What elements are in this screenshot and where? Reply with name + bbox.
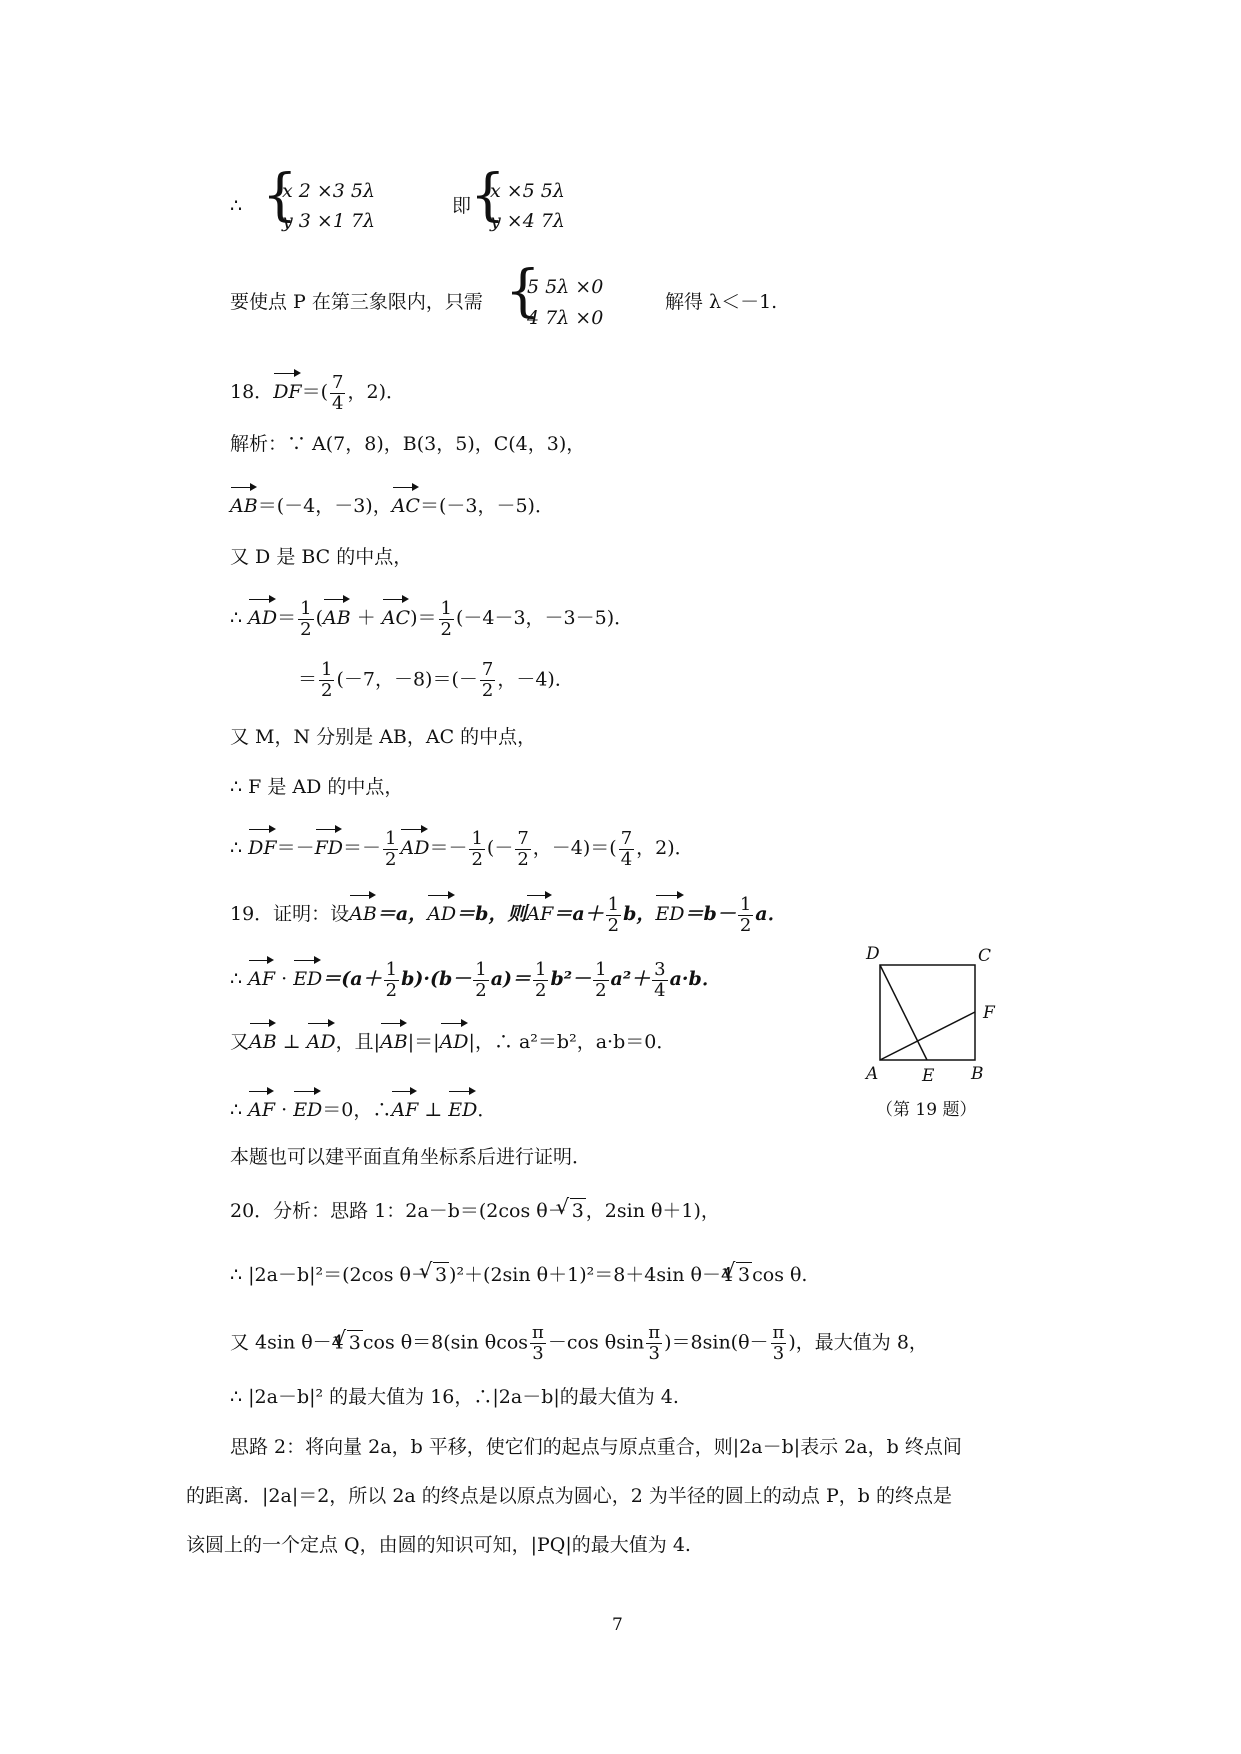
system-row-3: x ⨯5 5λ (490, 180, 565, 202)
problem-18-answer: 18．DF＝( $\frac{7}{4}$ ，2)． (230, 371, 405, 414)
problem-18-line-7: ∴ DF＝－FD＝－ $\frac{1}{2}$ AD＝－ $\frac{1}{2}$ (－ $\frac{7}{2}$ ，－4)＝( $\frac{7}{4}$ ，2)． (230, 827, 694, 870)
problem-20-line-1: 20．分析：思路 1：2a－b＝(2cos θ－√ 3 ，2sin θ＋1)， (230, 1198, 720, 1223)
system-row-2: y 3 ⨯1 7λ (282, 210, 376, 232)
problem-20-line-3: 又 4sin θ－4√ 3 cos θ＝8(sin θcos $\frac{\pi}{3}$ －cos θsin $\frac{\pi}{3}$ )＝8sin(θ－ $\frac{\pi}{3}$ )，最大值为 8， (230, 1323, 928, 1364)
problem-19-line-1: 19．证明：设AB＝a，AD＝b，则AF＝a＋ $\frac{1}{2}$ b，ED＝b－ $\frac{1}{2}$ a． (230, 893, 787, 936)
problem-18-line-1: AB＝(－4，－3)，AC＝(－3，－5)． (230, 484, 554, 518)
left-brace-2: { (470, 163, 506, 228)
figure-label-e: E (922, 1066, 935, 1086)
segment-de (880, 965, 927, 1060)
problem-18-line-3: ∴ AD＝ $\frac{1}{2}$ (AB ＋ AC)＝ $\frac{1}{2}$ (－4－3，－3－5)． (230, 597, 634, 640)
problem-19-line-2: ∴ AF · ED＝(a＋ $\frac{1}{2}$ b)·(b－ $\frac{1}{2}$ a)＝ $\frac{1}{2}$ b²－ $\frac{1}{2}$ a²＋ $\frac{3}{4}$ a·b． (230, 958, 721, 1001)
segment-af (880, 1012, 975, 1060)
problem-18-line-4: ＝ $\frac{1}{2}$ (－7，－8)＝(－ $\frac{7}{2}$ ，－4)． (298, 659, 574, 701)
figure-caption: （第 19 题） (876, 1100, 977, 1120)
problem-19-line-4: ∴ AF · ED＝0，∴AF ⊥ ED． (230, 1088, 496, 1122)
problem-18-analysis: 解析：∵ A(7，8)，B(3，5)，C(4，3)， (230, 433, 586, 455)
figure-label-b: B (971, 1064, 984, 1084)
problem-18-line-6: ∴ F 是 AD 的中点， (230, 776, 404, 798)
vector-df: DF (273, 370, 301, 404)
therefore-symbol: ∴ (230, 195, 243, 217)
condition-solution: 解得 λ＜－1. (665, 291, 778, 313)
square-abcd (880, 965, 975, 1060)
figure-label-d: D (866, 944, 880, 964)
condition-row-2: 4 7λ ⨯0 (527, 307, 604, 329)
problem-19-line-3: 又AB ⊥ AD，且|AB|＝|AD|，∴ a²＝b²，a·b＝0． (230, 1020, 675, 1054)
problem-20-line-5: 思路 2：将向量 2a，b 平移，使它们的起点与原点重合，则|2a－b|表示 2a，b 终点间 (230, 1436, 962, 1458)
problem-20-line-4: ∴ |2a－b|² 的最大值为 16，∴|2a－b|的最大值为 4. (230, 1386, 679, 1408)
problem-18-line-5: 又 M，N 分别是 AB，AC 的中点， (230, 726, 537, 748)
page-number: 7 (612, 1615, 623, 1635)
problem-20-line-6: 的距离．|2a|＝2，所以 2a 的终点是以原点为圆心，2 为半径的圆上的动点 P，b 的终点是 (186, 1485, 952, 1507)
condition-row-1: 5 5λ ⨯0 (527, 276, 604, 298)
ji-label: 即 (452, 195, 472, 217)
figure-label-a: A (866, 1064, 879, 1084)
condition-prefix: 要使点 P 在第三象限内，只需 (230, 291, 483, 313)
problem-20-line-7: 该圆上的一个定点 Q，由圆的知识可知，|PQ|的最大值为 4. (186, 1534, 691, 1556)
left-brace: { (262, 163, 298, 228)
system-row-4: y ⨯4 7λ (490, 210, 565, 232)
problem-18-line-2: 又 D 是 BC 的中点， (230, 546, 413, 568)
left-brace-3: { (505, 259, 541, 324)
problem-19-line-5: 本题也可以建平面直角坐标系后进行证明． (230, 1146, 592, 1168)
problem-20-line-2: ∴ |2a－b|²＝(2cos θ－√ 3 )²＋(2sin θ＋1)²＝8＋4sin θ－4√ 3 cos θ. (230, 1262, 807, 1287)
system-row-1: x 2 ⨯3 5λ (282, 180, 376, 202)
figure-label-c: C (978, 946, 992, 966)
figure-label-f: F (983, 1003, 995, 1023)
